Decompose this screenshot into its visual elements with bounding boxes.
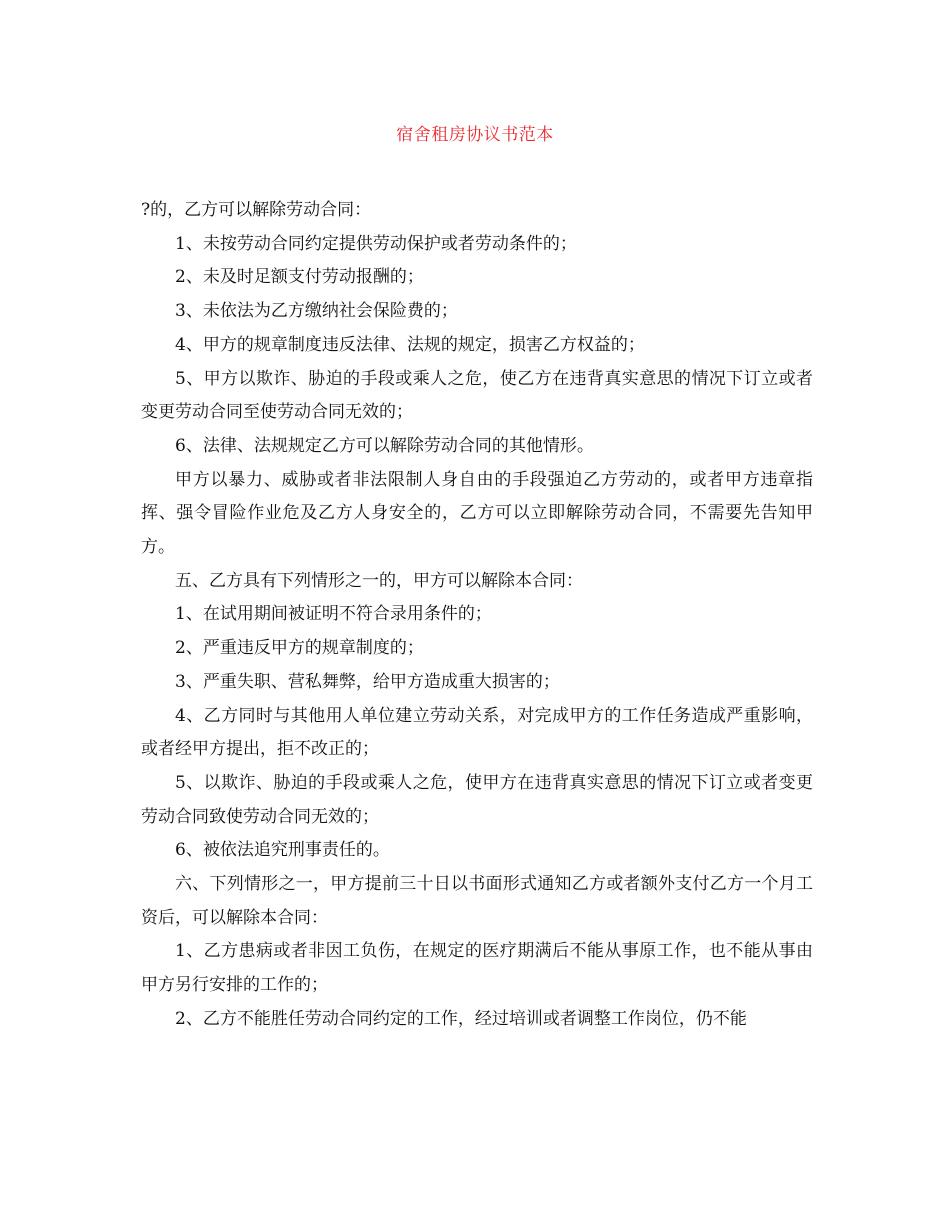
paragraph: 2、严重违反甲方的规章制度的； [175, 638, 424, 659]
paragraph: 6、被依法追究刑事责任的。 [175, 840, 390, 861]
paragraph: 1、未按劳动合同约定提供劳动保护或者劳动条件的； [175, 233, 577, 254]
paragraph: 5、以欺诈、胁迫的手段或乘人之危，使甲方在违背真实意思的情况下订立或者变更劳动合同致使劳动合同无效的； [141, 772, 813, 827]
paragraph: 1、乙方患病或者非因工负伤，在规定的医疗期满后不能从事原工作，也不能从事由甲方另行安排的工作的； [141, 941, 813, 996]
paragraph: 2、未及时足额支付劳动报酬的； [175, 267, 424, 288]
document-title: 宿舍租房协议书范本 [396, 125, 554, 145]
paragraph: 3、严重失职、营私舞弊，给甲方造成重大损害的； [175, 671, 560, 692]
paragraph: ?的，乙方可以解除劳动合同： [141, 200, 372, 220]
paragraph: 6、法律、法规规定乙方可以解除劳动合同的其他情形。 [175, 435, 594, 456]
paragraph: 3、未依法为乙方缴纳社会保险费的； [175, 301, 458, 322]
paragraph: 2、乙方不能胜任劳动合同约定的工作，经过培训或者调整工作岗位，仍不能 [175, 1008, 747, 1029]
paragraph: 甲方以暴力、威胁或者非法限制人身自由的手段强迫乙方劳动的，或者甲方违章指挥、强令冒险作业危及乙方人身安全的，乙方可以立即解除劳动合同，不需要先告知甲方。 [141, 469, 813, 558]
paragraph: 4、乙方同时与其他用人单位建立劳动关系，对完成甲方的工作任务造成严重影响，或者经甲方提出，拒不改正的； [141, 705, 813, 760]
document-body [141, 194, 813, 1037]
paragraph: 五、乙方具有下列情形之一的，甲方可以解除本合同： [175, 570, 583, 591]
paragraph: 六、下列情形之一，甲方提前三十日以书面形式通知乙方或者额外支付乙方一个月工资后，可以解除本合同： [141, 874, 813, 928]
paragraph: 1、在试用期间被证明不符合录用条件的； [175, 604, 492, 625]
paragraph: 5、甲方以欺诈、胁迫的手段或乘人之危，使乙方在违背真实意思的情况下订立或者变更劳动合同至使劳动合同无效的； [141, 368, 813, 423]
paragraph: 4、甲方的规章制度违反法律、法规的规定，损害乙方权益的； [175, 334, 645, 355]
